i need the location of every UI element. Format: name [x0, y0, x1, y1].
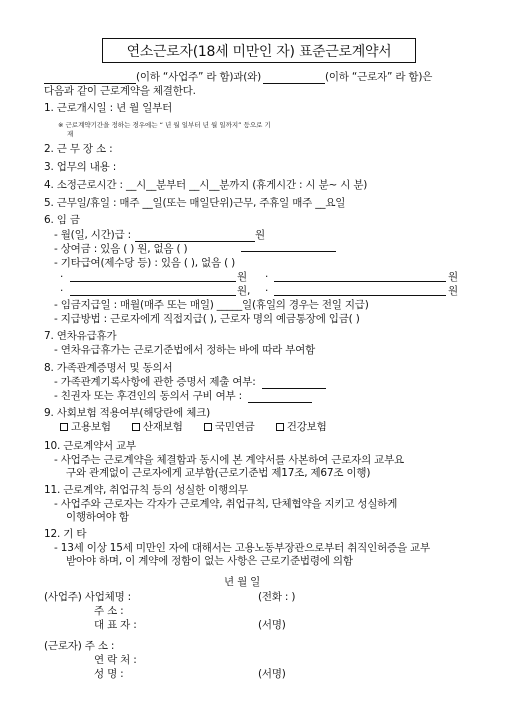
other-item-3-bullet: · [60, 285, 64, 297]
intro-worker: (이하 “근로자” 라 함)은 [324, 71, 433, 83]
guardian-consent-blank [248, 392, 312, 403]
other-item-1-unit: 원 [237, 271, 247, 283]
contract-date: 년 월 일 [224, 576, 261, 588]
section-9-insurance: 9. 사회보험 적용여부(해당란에 체크) [44, 407, 211, 419]
wage-bonus-line: - 상여금 : 있음 ( ) 원, 없음 ( ) [54, 243, 188, 255]
wage-payday-line: - 임금지급일 : 매월(매주 또는 매일) _____일(휴일의 경우는 전일 지급) [54, 299, 369, 311]
insurance-option-health[interactable] [276, 421, 327, 433]
wage-base-label: - 월(일, 시간)급 : [54, 229, 131, 241]
employer-phone-label: (전화 : ) [258, 591, 296, 603]
other-item-3-blank [70, 285, 236, 296]
other-item-2-blank [274, 271, 446, 282]
section-12-text-1: - 13세 이상 15세 미만인 자에 대해서는 고용노동부장관으로부터 취직인허증을 교부 [54, 542, 430, 554]
other-item-2-bullet: · [265, 271, 269, 283]
insurance-option-accident[interactable] [132, 421, 183, 433]
wage-method-line: - 지급방법 : 근로자에게 직접지급( ), 근로자 명의 예금통장에 입금( ) [54, 313, 360, 325]
insurance-option-employment[interactable] [60, 421, 111, 433]
employer-address-label: 주 소 : [94, 605, 124, 617]
other-item-1-bullet: · [60, 271, 64, 283]
other-item-4-unit: 원 [448, 285, 458, 297]
guardian-consent-label: - 친권자 또는 후견인의 동의서 구비 여부 : [54, 390, 242, 402]
section-2-workplace: 2. 근 무 장 소 : [44, 143, 113, 155]
employer-rep-label: 대 표 자 : [94, 619, 137, 631]
other-item-2-unit: 원 [448, 271, 458, 283]
other-item-4-blank [274, 285, 446, 296]
guardian-consent-line [54, 390, 312, 403]
worker-address-label: (근로자) 주 소 : [44, 640, 115, 652]
section-10-delivery: 10. 근로계약서 교부 [44, 440, 136, 452]
insurance-checklist [60, 421, 327, 434]
other-item-3-unit: 원, [237, 285, 251, 297]
insurance-option-label: 산재보험 [142, 421, 183, 433]
employer-signature: (서명) [258, 619, 286, 631]
section-1-note: ※ 근로계약기간을 정하는 경우에는 “ 년 월 일부터 년 월 일까지” 등으로 기 [58, 121, 271, 129]
intro-line-2: 다음과 같이 근로계약을 체결한다. [44, 85, 196, 97]
section-8-family: 8. 가족관계증명서 및 동의서 [44, 362, 173, 374]
section-5-workdays: 5. 근무일/휴일 : 매주 __일(또는 매일단위)근무, 주휴일 매주 __요일 [44, 197, 346, 209]
section-12-text-2: 받아야 하며, 이 계약에 정함이 없는 사항은 근로기준법령에 의함 [66, 555, 353, 567]
bonus-amount-blank [241, 241, 336, 252]
family-cert-label: - 가족관계기록사항에 관한 증명서 제출 여부: [54, 376, 256, 388]
section-7-text: - 연차유급휴가는 근로기준법에서 정하는 바에 따라 부여함 [54, 344, 316, 356]
section-10-text-2: 구와 관계없이 근로자에게 교부함(근로기준법 제17조, 제67조 이행) [66, 467, 371, 479]
other-item-1-blank [70, 271, 236, 282]
section-1-start-date: 1. 근로개시일 : 년 월 일부터 [44, 102, 173, 114]
checkbox-icon[interactable] [60, 423, 68, 431]
family-cert-line [54, 376, 326, 389]
section-12-other: 12. 기 타 [44, 528, 87, 540]
intro-employer: (이하 “사업주” 라 함)과(와) [136, 71, 261, 83]
worker-signature: (서명) [258, 668, 286, 680]
section-3-duties: 3. 업무의 내용 : [44, 161, 117, 173]
checkbox-icon[interactable] [276, 423, 284, 431]
insurance-option-label: 고용보험 [71, 421, 111, 433]
section-11-obligation: 11. 근로계약, 취업규칙 등의 성실한 이행의무 [44, 484, 248, 496]
section-4-hours: 4. 소정근로시간 : __시__분부터 __시__분까지 (휴게시간 : 시 분~ 시 분) [44, 179, 368, 191]
checkbox-icon[interactable] [132, 423, 140, 431]
family-cert-blank [262, 378, 326, 389]
section-10-text-1: - 사업주는 근로계약을 체결함과 동시에 본 계약서를 사본하여 근로자의 교부요 [54, 454, 405, 466]
section-1-note-cont: 재 [67, 130, 74, 138]
section-7-leave: 7. 연차유급휴가 [44, 330, 117, 342]
worker-blank [263, 73, 325, 84]
wage-base-blank [135, 231, 255, 242]
insurance-option-label: 국민연금 [214, 421, 255, 433]
intro-line-1 [44, 71, 432, 84]
checkbox-icon[interactable] [204, 423, 212, 431]
employer-company-label: (사업주) 사업체명 : [44, 591, 132, 603]
wage-other-line: - 기타급여(제수당 등) : 있음 ( ), 없음 ( ) [54, 257, 235, 269]
employer-blank [44, 73, 136, 84]
section-11-text-2: 이행하여야 함 [66, 511, 129, 523]
worker-contact-label: 연 락 처 : [94, 654, 137, 666]
insurance-option-pension[interactable] [204, 421, 255, 433]
wage-base-unit: 원 [255, 229, 265, 241]
worker-name-label: 성 명 : [94, 668, 124, 680]
insurance-option-label: 건강보험 [286, 421, 327, 433]
other-item-4-bullet: · [265, 285, 269, 297]
section-6-wages: 6. 임 금 [44, 214, 80, 226]
wage-base-line [54, 229, 265, 242]
section-11-text-1: - 사업주와 근로자는 각자가 근로계약, 취업규칙, 단체협약을 지키고 성실하게 [54, 498, 398, 510]
document-title-text: 연소근로자(18세 미만인 자) 표준근로계약서 [126, 43, 392, 60]
document-title [102, 38, 416, 63]
